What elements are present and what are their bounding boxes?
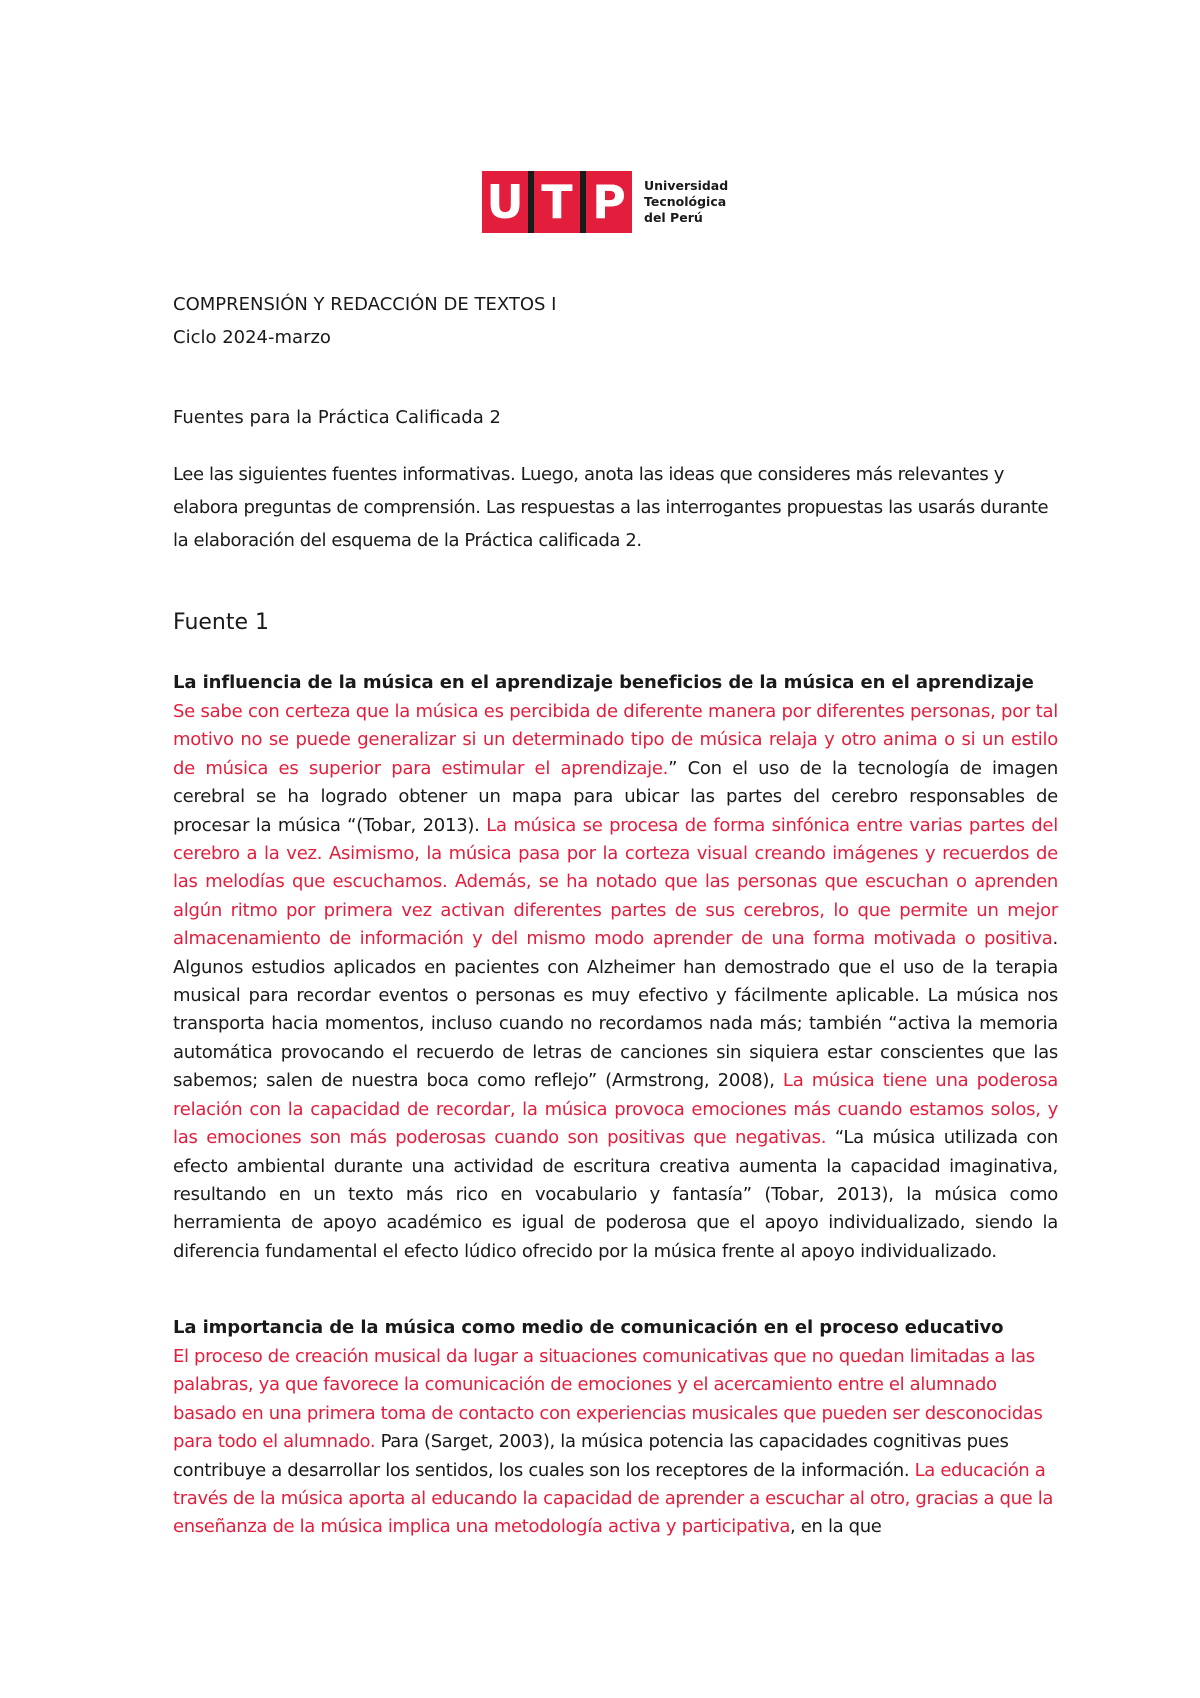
highlighted-text: Se sabe con certeza que la música es percibida de diferente manera por diferentes personas, por tal motivo no se puede generalizar si un determinado tipo de música relaja y otro anima o si un estilo de música es superior para estimular el aprendizaje. (173, 701, 1058, 779)
section-1-title: La influencia de la música en el aprendizaje beneficios de la música en el aprendizaje (173, 672, 1034, 693)
section-2-title: La importancia de la música como medio de comunicación en el proceso educativo (173, 1317, 1004, 1338)
highlighted-text: El proceso de creación musical da lugar a situaciones comunicativas que no quedan limitadas a las palabras, ya que favorece la comunicación de emociones y el acercamiento entre el alumnado basado en una primera toma de contacto con experiencias musicales que pueden ser desconocidas para todo el alumnado. (173, 1346, 1043, 1453)
body-text: Para (Sarget, 2003), la música potencia las capacidades cognitivas pues contribuye a desarrollar los sentidos, los cuales son los receptores de la información. (173, 1431, 1009, 1481)
logo-letter-u: U (482, 171, 528, 233)
highlighted-text: La música tiene una poderosa relación con la capacidad de recordar, la música provoca emociones más cuando estamos solos, y las emociones son más poderosas cuando son positivas que negativas. (173, 1070, 1058, 1149)
body-text: , en la que (790, 1516, 882, 1538)
logo-letter-p: P (586, 171, 632, 233)
highlighted-text: La música se procesa de forma sinfónica entre varias partes del cerebro a la vez. Asimismo, la música pasa por la corteza visual creando imágenes y recuerdos de las melodías que escuchamos. Además, se ha notado que las personas que escuchan o aprenden algún ritmo por primera vez activan diferentes partes de sus cerebros, lo que permite un mejor almacenamiento de información y del mismo modo aprender de una forma motivada o positiva (173, 814, 1059, 950)
section-2-paragraph (173, 1343, 1058, 1542)
intro-paragraph: Lee las siguientes fuentes informativas. Luego, anota las ideas que consideres más relevantes y elabora preguntas de comprensión. Las respuestas a las interrogantes propuestas las usarás durante la elaboración del esquema de la Práctica calificada 2. (173, 464, 1049, 551)
cycle-label: Ciclo 2024-marzo (173, 327, 331, 348)
logo-wordmark (644, 178, 744, 226)
course-title: COMPRENSIÓN Y REDACCIÓN DE TEXTOS I (173, 294, 557, 315)
body-text: . Algunos estudios aplicados en pacientes con Alzheimer han demostrado que el uso de la terapia musical para recordar eventos o personas es muy efectivo y fácilmente aplicable. La música nos transporta hacia momentos, incluso cuando no recordamos nada más; también “activa la memoria automática provocando el recuerdo de letras de canciones sin siquiera estar conscientes que las sabemos; salen de nuestra boca como reflejo” (Armstrong, 2008), (173, 928, 1058, 1092)
logo-mark (482, 171, 632, 233)
logo-text-line: del Perú (644, 210, 703, 225)
logo-text-line: Universidad (644, 178, 729, 193)
logo-letter-t: T (534, 171, 580, 233)
fuente-1-heading: Fuente 1 (173, 610, 270, 635)
body-text: ” Con el uso de la tecnología de imagen cerebral se ha logrado obtener un mapa para ubicar las partes del cerebro responsables de procesar la música “(Tobar, 2013). (173, 757, 1058, 836)
document-subtitle: Fuentes para la Práctica Calificada 2 (173, 407, 501, 428)
body-text: “La música utilizada con efecto ambiental durante una actividad de escritura creativa aumenta la capacidad imaginativa, resultando en un texto más rico en vocabulario y fantasía” (Tobar, 2013), la música como herramienta de apoyo académico es igual de poderosa que el apoyo individualizado, siendo la diferencia fundamental el efecto lúdico ofrecido por la música frente al apoyo individualizado. (173, 1127, 1059, 1262)
section-1-paragraph (173, 698, 1058, 1266)
logo-text-line: Tecnológica (644, 194, 727, 209)
highlighted-text: La educación a través de la música aporta al educando la capacidad de aprender a escuchar al otro, gracias a que la enseñanza de la música implica una metodología activa y participativa (173, 1459, 1054, 1538)
utp-logo (482, 171, 744, 233)
